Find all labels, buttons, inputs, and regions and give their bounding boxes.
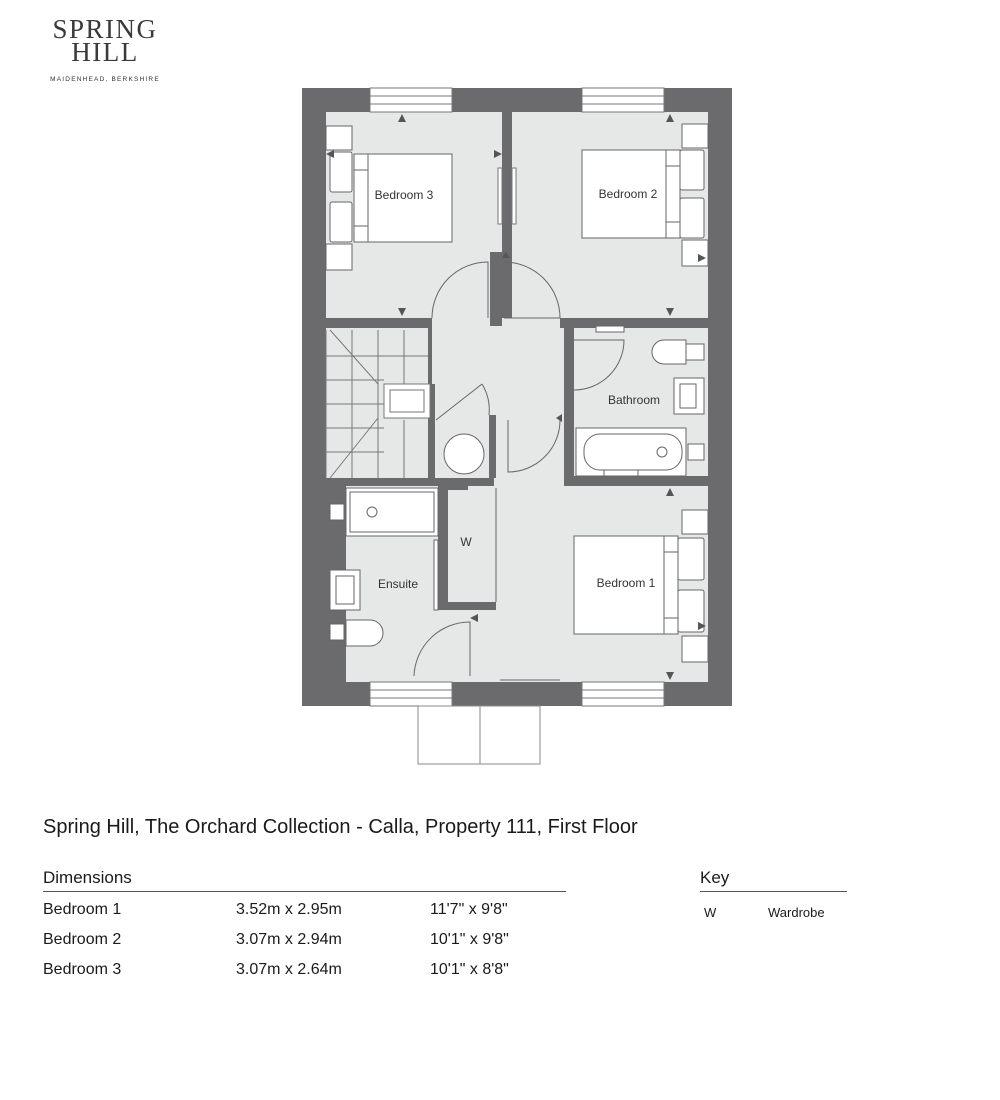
room-label-bedroom-1: Bedroom 1 <box>596 576 656 590</box>
key-heading: Key <box>700 868 847 892</box>
dim-metric: 3.52m x 2.95m <box>236 901 342 918</box>
page-title: Spring Hill, The Orchard Collection - Calla, Property 111, First Floor <box>43 816 638 838</box>
room-label-ensuite: Ensuite <box>377 577 419 591</box>
logo-line-1: SPRING <box>52 14 158 44</box>
room-label-wardrobe: W <box>460 535 472 549</box>
dim-imperial: 11'7" x 9'8" <box>430 901 508 918</box>
room-label-bathroom: Bathroom <box>607 393 661 407</box>
key-symbol: W <box>704 905 717 920</box>
key-meaning: Wardrobe <box>768 905 825 920</box>
toilet-ensuite <box>346 620 383 646</box>
table-row <box>43 922 566 952</box>
key-item <box>700 892 847 922</box>
window-bedroom-1 <box>582 682 664 706</box>
dimensions-heading: Dimensions <box>43 868 566 892</box>
table-row <box>43 952 566 982</box>
window-bedroom-3 <box>370 88 452 112</box>
dimensions-table <box>43 868 566 982</box>
dim-imperial: 10'1" x 8'8" <box>430 961 509 978</box>
dim-room: Bedroom 1 <box>43 901 122 918</box>
dim-imperial: 10'1" x 9'8" <box>430 931 509 948</box>
dim-metric: 3.07m x 2.94m <box>236 931 342 948</box>
logo-line-2: HILL <box>71 37 139 67</box>
dim-room: Bedroom 2 <box>43 931 122 948</box>
window-bedroom-2 <box>582 88 664 112</box>
water-tank <box>444 434 484 474</box>
room-label-bedroom-3: Bedroom 3 <box>374 188 434 202</box>
toilet-bowl <box>652 340 686 364</box>
key-legend <box>700 868 847 922</box>
room-label-bedroom-2: Bedroom 2 <box>598 187 658 201</box>
table-row <box>43 892 566 922</box>
dim-metric: 3.07m x 2.64m <box>236 961 342 978</box>
window-ensuite <box>370 682 452 706</box>
toilet-cistern <box>686 344 704 360</box>
bay-outline <box>418 706 540 764</box>
dim-room: Bedroom 3 <box>43 961 122 978</box>
logo-location: MAIDENHEAD, BERKSHIRE <box>50 76 160 83</box>
